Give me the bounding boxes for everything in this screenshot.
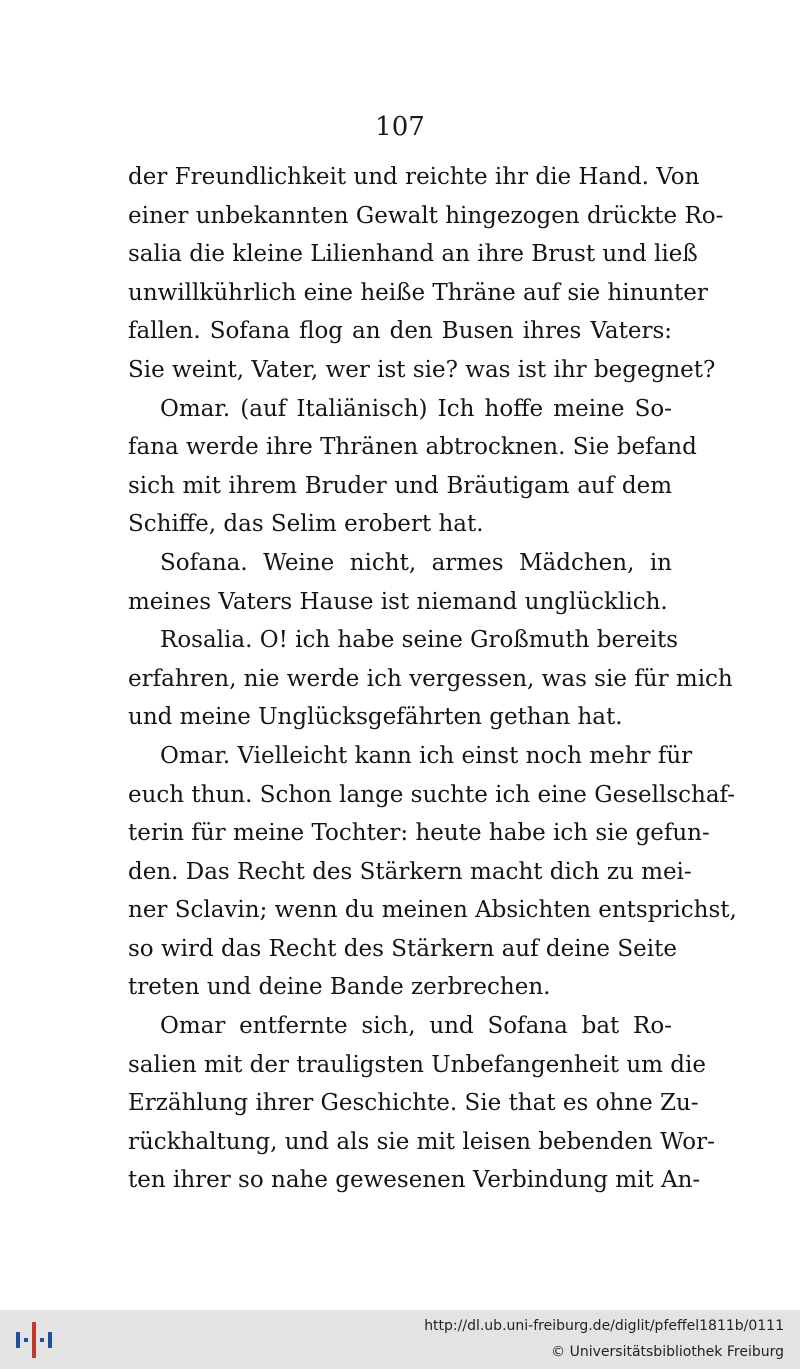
text-line: Omar. Vielleicht kann ich einst noch mehr für xyxy=(160,742,693,769)
text-line: terin für meine Tochter: heute habe ich sie gefun- xyxy=(128,820,710,847)
footer-copyright: © Universitätsbibliothek Freiburg xyxy=(551,1344,784,1360)
text-line: ner Sclavin; wenn du meinen Absichten entsprichst, xyxy=(128,897,737,924)
text-line: rückhaltung, und als sie mit leisen bebenden Wor- xyxy=(128,1128,715,1155)
text-line: und meine Unglücksgefährten gethan hat. xyxy=(128,704,623,731)
page-number: 107 xyxy=(375,112,425,142)
text-line: ten ihrer so nahe gewesenen Verbindung mit An- xyxy=(128,1167,701,1194)
text-line: fana werde ihre Thränen abtrocknen. Sie befand xyxy=(128,434,697,461)
ub-freiburg-logo-icon[interactable] xyxy=(14,1318,54,1362)
text-line: sich mit ihrem Bruder und Bräutigam auf dem xyxy=(128,472,672,499)
text-line: Sofana. Weine nicht, armes Mädchen, in xyxy=(160,549,672,576)
text-line: Schiffe, das Selim erobert hat. xyxy=(128,511,484,538)
text-line: fallen. Sofana flog an den Busen ihres Vaters: xyxy=(128,318,672,345)
text-line: der Freundlichkeit und reichte ihr die Hand. Von xyxy=(128,164,700,190)
text-line: salien mit der trauligsten Unbefangenheit um die xyxy=(128,1051,706,1078)
text-line: euch thun. Schon lange suchte ich eine Gesellschaf- xyxy=(128,781,736,808)
text-line: unwillkührlich eine heiße Thräne auf sie hinunter xyxy=(128,279,708,306)
text-line: Omar entfernte sich, und Sofana bat Ro- xyxy=(160,1013,672,1040)
text-line: treten und deine Bande zerbrechen. xyxy=(128,974,551,1001)
text-line: meines Vaters Hause ist niemand unglücklich. xyxy=(128,588,668,615)
body-text xyxy=(128,158,737,1200)
text-line: Rosalia. O! ich habe seine Großmuth bereits xyxy=(160,627,679,654)
text-line: Erzählung ihrer Geschichte. Sie that es ohne Zu- xyxy=(128,1090,699,1117)
text-line: einer unbekannten Gewalt hingezogen drückte Ro- xyxy=(128,202,724,229)
text-line: so wird das Recht des Stärkern auf deine Seite xyxy=(128,935,677,962)
text-line: erfahren, nie werde ich vergessen, was sie für mich xyxy=(128,665,733,692)
text-line: den. Das Recht des Stärkern macht dich zu mei- xyxy=(128,858,692,885)
text-line: Omar. (auf Italiänisch) Ich hoffe meine So- xyxy=(160,395,672,422)
footer-bar xyxy=(0,1310,800,1369)
text-line: Sie weint, Vater, wer ist sie? was ist ihr begegnet? xyxy=(128,356,716,383)
text-line: salia die kleine Lilienhand an ihre Brust und ließ xyxy=(128,241,698,268)
footer-url-link[interactable]: http://dl.ub.uni-freiburg.de/diglit/pfeffel1811b/0111 xyxy=(424,1318,784,1334)
